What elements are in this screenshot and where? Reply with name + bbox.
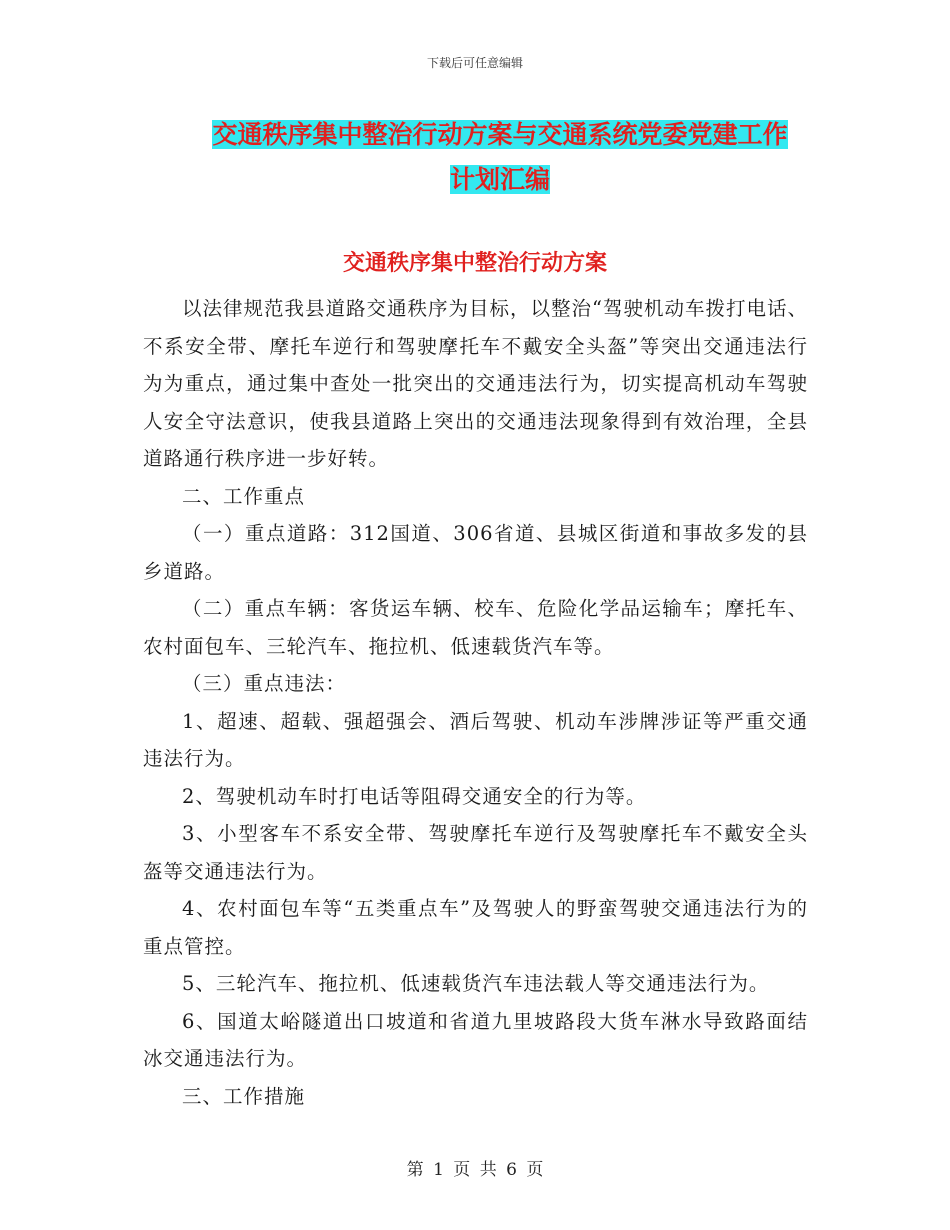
heading-work-measures: 三、工作措施 [182, 1084, 306, 1108]
page-number-footer: 第 1 页 共 6 页 [406, 1160, 544, 1180]
list-item: 3、小型客车不系安全带、驾驶摩托车逆行及驾驶摩托车不戴安全头盔等交通违法行为。 [143, 822, 808, 883]
list-item: 2、驾驶机动车时打电话等阻碍交通安全的行为等。 [182, 784, 647, 808]
paragraph-key-roads: （一）重点道路：312国道、306省道、县城区街道和事故多发的县乡道路。 [143, 522, 808, 583]
list-item: 6、国道太峪隧道出口坡道和省道九里坡路段大货车淋水导致路面结冰交通违法行为。 [143, 1009, 808, 1070]
paragraph-key-violations: （三）重点违法： [182, 672, 347, 695]
heading-work-focus: 二、工作重点 [182, 484, 306, 508]
section-title: 交通秩序集中整治行动方案 [342, 250, 607, 276]
list-item: 4、农村面包车等“五类重点车”及驾驶人的野蛮驾驶交通违法行为的重点管控。 [143, 897, 808, 958]
paragraph-key-vehicles: （二）重点车辆：客货运车辆、校车、危险化学品运输车；摩托车、农村面包车、三轮汽车、拖拉机、低速载货汽车等。 [143, 597, 808, 658]
document-title [190, 112, 810, 202]
page-header-note: 下载后可任意编辑 [426, 56, 523, 70]
list-item: 1、超速、超载、强超强会、酒后驾驶、机动车涉牌涉证等严重交通违法行为。 [143, 709, 808, 770]
document-body [143, 290, 808, 1115]
document-title-line-2: 计划汇编 [449, 165, 550, 194]
list-item: 5、三轮汽车、拖拉机、低速载货汽车违法载人等交通违法行为。 [182, 972, 770, 995]
paragraph-intro: 以法律规范我县道路交通秩序为目标，以整治“驾驶机动车拨打电话、不系安全带、摩托车逆行和驾驶摩托车不戴安全头盔”等突出交通违法行为为重点，通过集中查处一批突出的交通违法行为，切实提高机动车驾驶人安全守法意识，使我县道路上突出的交通违法现象得到有效治理，全县道路通行秩序进一步好转。 [143, 297, 808, 470]
document-title-line-1: 交通秩序集中整治行动方案与交通系统党委党建工作 [212, 120, 788, 149]
